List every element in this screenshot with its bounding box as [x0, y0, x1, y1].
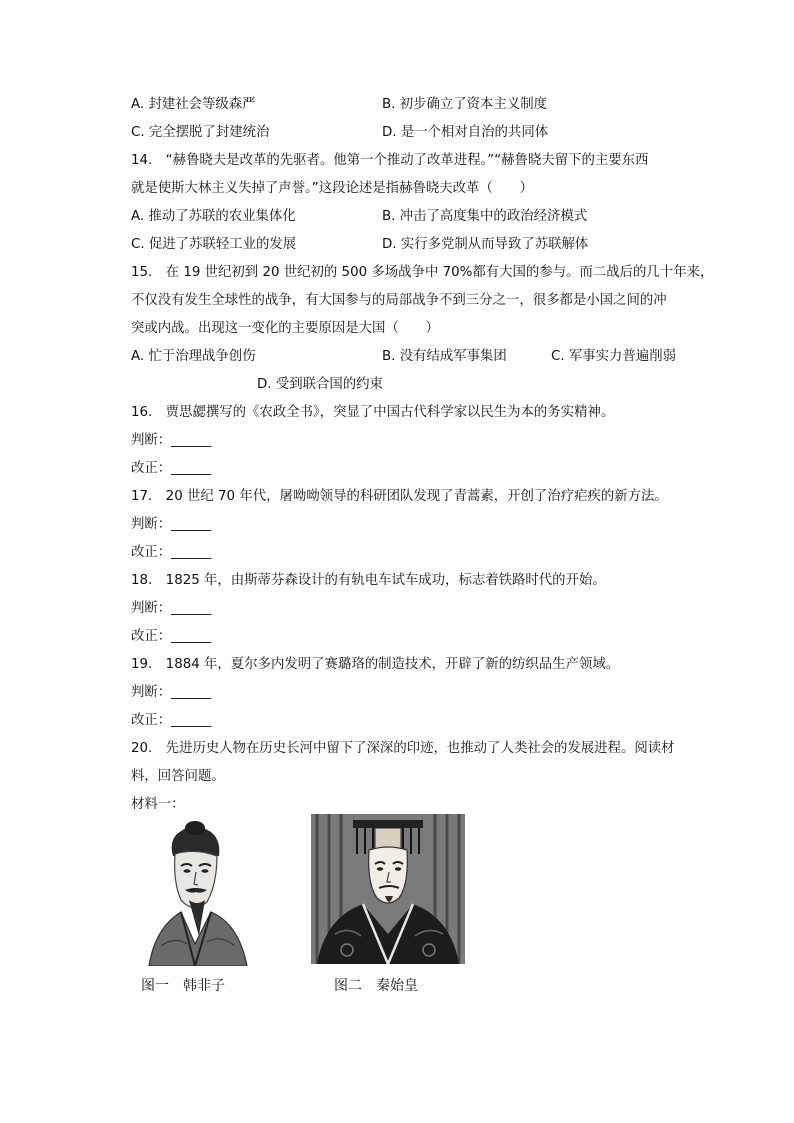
q14-stem-line2: 就是使斯大林主义失掉了声誉。”这段论述是指赫鲁晓夫改革（ ）: [131, 181, 533, 196]
q13-option-c[interactable]: C. 完全摆脱了封建统治: [131, 125, 270, 140]
q13-option-b[interactable]: B. 初步确立了资本主义制度: [382, 97, 547, 112]
han-feizi-portrait: [135, 816, 253, 966]
q19-stem: 19. 1884 年，夏尔多内发明了赛璐珞的制造技术，开辟了新的纺织品生产领域。: [131, 657, 620, 672]
exam-page: [131, 91, 714, 819]
qin-shihuang-portrait: [311, 814, 465, 964]
figure2-caption: 图二 秦始皇: [334, 978, 418, 994]
q13-option-d[interactable]: D. 是一个相对自治的共同体: [382, 125, 549, 140]
q14-option-b[interactable]: B. 冲击了高度集中的政治经济模式: [382, 209, 588, 224]
q13-options-row2: [131, 119, 671, 147]
q18-correct-field[interactable]: 改正：______: [131, 629, 212, 644]
q15-stem-line3: 突或内战。出现这一变化的主要原因是大国（ ）: [131, 321, 439, 336]
q15-options-row1: [131, 343, 676, 371]
q15-option-c[interactable]: C. 军事实力普遍削弱: [551, 349, 676, 364]
q15-stem-line1: 15. 在 19 世纪初到 20 世纪初的 500 多场战争中 70%都有大国的参与。而二战后的几十年来，: [131, 265, 714, 280]
q17-correct-field[interactable]: 改正：______: [131, 545, 212, 560]
material-figures: [131, 812, 491, 1002]
q17-judge-field[interactable]: 判断：______: [131, 517, 212, 532]
q20-material-label: 材料一：: [131, 797, 185, 812]
figure1-caption: 图一 韩非子: [141, 978, 225, 994]
q13-option-a[interactable]: A. 封建社会等级森严: [131, 97, 256, 112]
q15-stem-line2: 不仅没有发生全球性的战争，有大国参与的局部战争不到三分之一，很多都是小国之间的冲: [131, 293, 667, 308]
q13-options-row1: [131, 91, 671, 119]
q14-stem-line1: 14. “赫鲁晓夫是改革的先驱者。他第一个推动了改革进程。”“赫鲁晓夫留下的主要东西: [131, 153, 649, 168]
q15-option-d[interactable]: D. 受到联合国的约束: [257, 377, 383, 392]
q19-judge-field[interactable]: 判断：______: [131, 685, 212, 700]
q15-option-b[interactable]: B. 没有结成军事集团: [382, 349, 507, 364]
q14-option-d[interactable]: D. 实行多党制从而导致了苏联解体: [382, 237, 589, 252]
q14-options-row1: [131, 203, 671, 231]
q17-stem: 17. 20 世纪 70 年代，屠呦呦领导的科研团队发现了青蒿素，开创了治疗疟疾的新方法。: [131, 489, 668, 504]
q20-stem-line1: 20. 先进历史人物在历史长河中留下了深深的印迹，也推动了人类社会的发展进程。阅读材: [131, 741, 675, 756]
q14-option-c[interactable]: C. 促进了苏联轻工业的发展: [131, 237, 297, 252]
q16-stem: 16. 贾思勰撰写的《农政全书》，突显了中国古代科学家以民生为本的务实精神。: [131, 405, 615, 420]
q18-stem: 18. 1825 年，由斯蒂芬森设计的有轨电车试车成功，标志着铁路时代的开始。: [131, 573, 606, 588]
q14-option-a[interactable]: A. 推动了苏联的农业集体化: [131, 209, 296, 224]
q16-correct-field[interactable]: 改正：______: [131, 461, 212, 476]
q14-options-row2: [131, 231, 671, 259]
q15-option-a[interactable]: A. 忙于治理战争创伤: [131, 349, 256, 364]
q19-correct-field[interactable]: 改正：______: [131, 713, 212, 728]
q18-judge-field[interactable]: 判断：______: [131, 601, 212, 616]
q15-options-row2: [131, 371, 671, 399]
q16-judge-field[interactable]: 判断：______: [131, 433, 212, 448]
q20-stem-line2: 料，回答问题。: [131, 769, 225, 784]
